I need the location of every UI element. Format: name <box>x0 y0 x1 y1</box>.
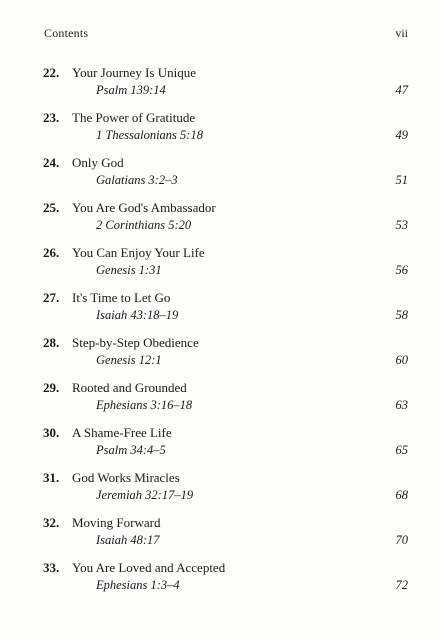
toc-entry <box>0 152 440 197</box>
entry-title: Rooted and Grounded <box>72 380 187 395</box>
toc-entry <box>0 242 440 287</box>
entry-number: 31. <box>43 470 60 485</box>
entry-scripture-reference: Psalm 139:14 <box>96 83 166 97</box>
entry-title: Only God <box>72 155 124 170</box>
toc-entry <box>0 467 440 512</box>
running-head: Contents <box>44 26 89 40</box>
entry-number: 22. <box>43 65 60 80</box>
entry-title: You Are God's Ambassador <box>72 200 216 215</box>
entry-title: It's Time to Let Go <box>72 290 171 305</box>
entry-number: 29. <box>43 380 60 395</box>
toc-entry <box>0 422 440 467</box>
entry-scripture-reference: Psalm 34:4–5 <box>96 443 166 457</box>
entry-number: 23. <box>43 110 60 125</box>
entry-title: You Are Loved and Accepted <box>72 560 226 575</box>
entry-scripture-reference: Ephesians 3:16–18 <box>96 398 193 412</box>
entry-title: God Works Miracles <box>72 470 180 485</box>
entry-page-number: 60 <box>395 353 408 367</box>
entry-page-number: 53 <box>395 218 408 232</box>
page-number: vii <box>395 26 408 40</box>
entry-scripture-reference: 1 Thessalonians 5:18 <box>96 128 203 142</box>
entry-page-number: 70 <box>395 533 408 547</box>
entry-title: A Shame-Free Life <box>72 425 172 440</box>
entry-page-number: 49 <box>395 128 408 142</box>
entry-number: 27. <box>43 290 60 305</box>
entry-scripture-reference: Genesis 12:1 <box>96 353 162 367</box>
toc-entry <box>0 107 440 152</box>
toc-entry <box>0 512 440 557</box>
table-of-contents <box>0 62 440 602</box>
entry-scripture-reference: Isaiah 48:17 <box>96 533 160 547</box>
entry-page-number: 47 <box>395 83 408 97</box>
entry-number: 28. <box>43 335 60 350</box>
toc-entry <box>0 332 440 377</box>
entry-scripture-reference: 2 Corinthians 5:20 <box>96 218 192 232</box>
entry-title: Your Journey Is Unique <box>72 65 196 80</box>
entry-scripture-reference: Isaiah 43:18–19 <box>96 308 179 322</box>
entry-title: The Power of Gratitude <box>72 110 196 125</box>
toc-entry <box>0 557 440 602</box>
entry-page-number: 63 <box>395 398 408 412</box>
entry-number: 24. <box>43 155 60 170</box>
toc-entry <box>0 377 440 422</box>
entry-number: 32. <box>43 515 60 530</box>
entry-number: 33. <box>43 560 60 575</box>
toc-entry <box>0 287 440 332</box>
entry-number: 30. <box>43 425 60 440</box>
entry-page-number: 68 <box>395 488 408 502</box>
entry-page-number: 56 <box>395 263 408 277</box>
entry-page-number: 72 <box>395 578 408 592</box>
entry-scripture-reference: Ephesians 1:3–4 <box>96 578 180 592</box>
toc-entry <box>0 62 440 107</box>
entry-number: 25. <box>43 200 60 215</box>
entry-title: Moving Forward <box>72 515 161 530</box>
entry-page-number: 51 <box>395 173 408 187</box>
entry-scripture-reference: Jeremiah 32:17–19 <box>96 488 194 502</box>
entry-page-number: 58 <box>395 308 408 322</box>
entry-title: You Can Enjoy Your Life <box>72 245 205 260</box>
toc-entry <box>0 197 440 242</box>
entry-scripture-reference: Genesis 1:31 <box>96 263 162 277</box>
entry-number: 26. <box>43 245 60 260</box>
entry-scripture-reference: Galatians 3:2–3 <box>96 173 178 187</box>
entry-title: Step-by-Step Obedience <box>72 335 199 350</box>
entry-page-number: 65 <box>395 443 408 457</box>
